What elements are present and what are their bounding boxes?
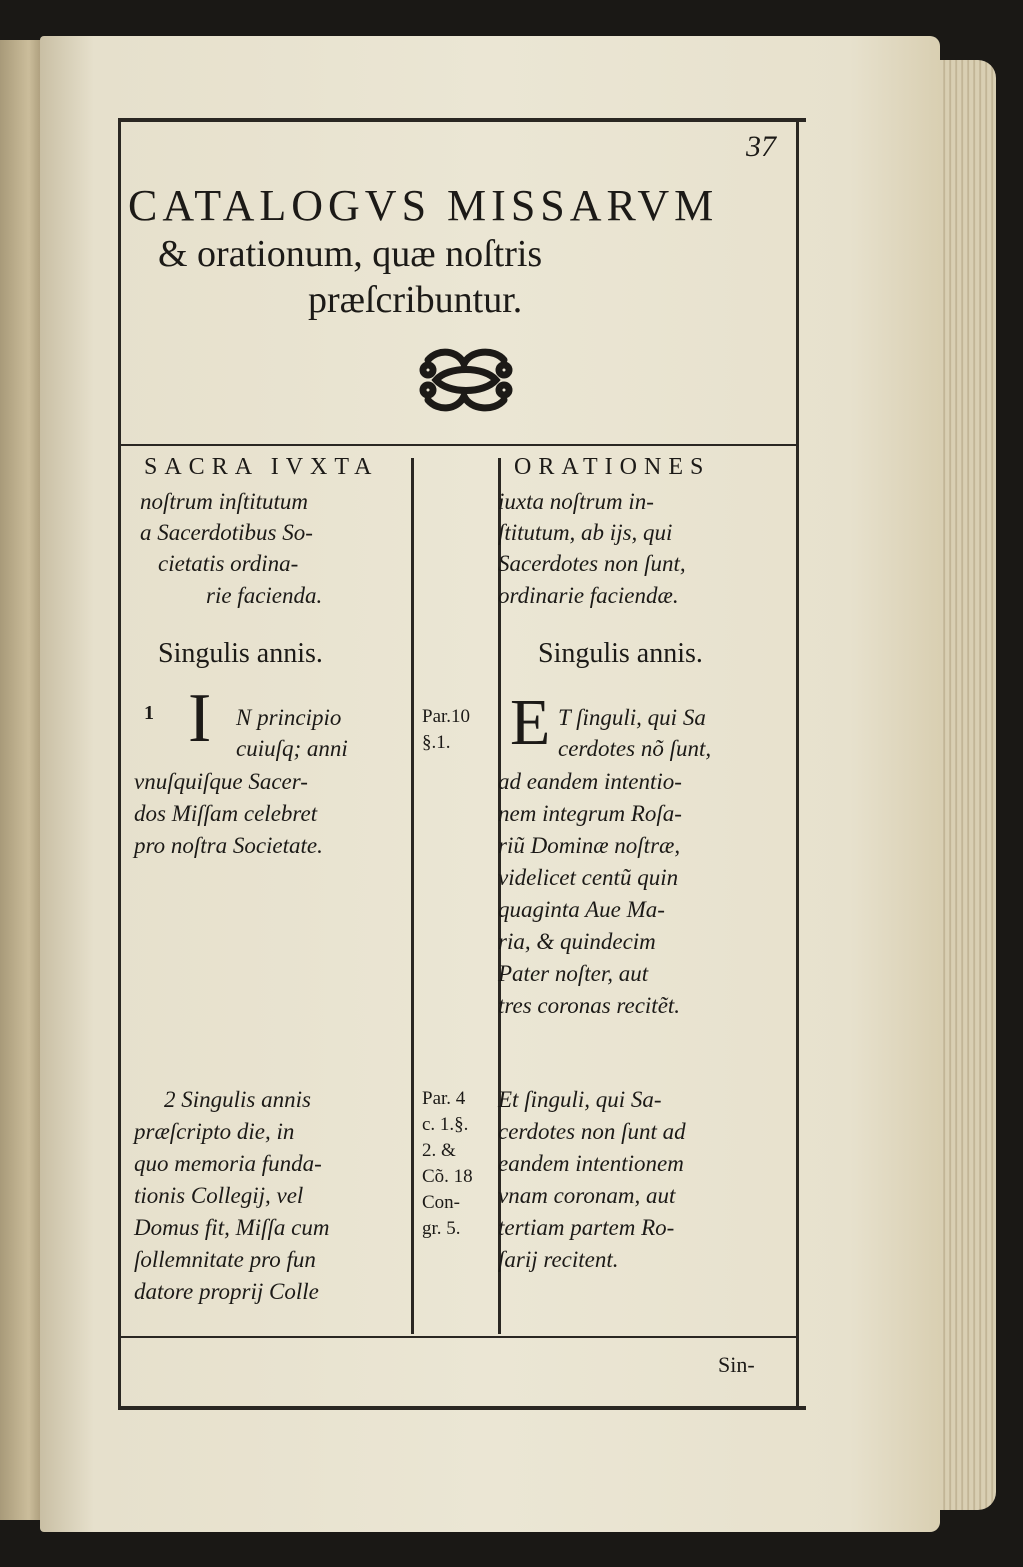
- title-box-bottom-rule: [118, 444, 799, 446]
- catchword: Sin-: [718, 1352, 755, 1377]
- left-item2-line6: ſollemnitate pro fun: [134, 1247, 316, 1272]
- left-col-rule: [411, 458, 414, 1334]
- left-col-subheading-2: a Sacerdotibus So-: [140, 520, 313, 545]
- page-number: 37: [746, 130, 776, 163]
- margin-ref2-line2: c. 1.§.: [422, 1114, 469, 1135]
- right-item2-line2: cerdotes non ſunt ad: [498, 1119, 686, 1144]
- left-item1-initial: I: [188, 680, 212, 757]
- right-col-subheading-1: iuxta noſtrum in-: [498, 489, 654, 514]
- left-item2-line1: 2 Singulis annis: [164, 1087, 311, 1112]
- left-rule: [118, 118, 121, 1410]
- fleuron-ornament-icon: [418, 346, 514, 414]
- left-item2-line5: Domus fit, Miſſa cum: [134, 1215, 330, 1240]
- margin-ref2-line5: Con-: [422, 1192, 460, 1213]
- right-item2-line5: tertiam partem Ro-: [498, 1215, 675, 1240]
- right-col-subheading-2: ſtitutum, ab ijs, qui: [498, 520, 673, 545]
- left-col-subheading-3: cietatis ordina-: [158, 551, 299, 576]
- footer-rule: [118, 1336, 799, 1338]
- right-item1-line10: tres coronas recitẽt.: [498, 993, 681, 1018]
- right-item1-line5: riũ Dominæ noſtræ,: [498, 833, 681, 858]
- right-rule: [796, 118, 799, 1410]
- right-item1-line6: videlicet centũ quin: [498, 865, 679, 890]
- right-col-section: Singulis annis.: [538, 638, 703, 669]
- right-item1-line2: cerdotes nõ ſunt,: [558, 736, 712, 761]
- top-rule: [118, 118, 806, 122]
- right-col-subheading-3: Sacerdotes non ſunt,: [498, 551, 686, 576]
- right-col-subheading-4: ordinarie faciendæ.: [498, 583, 679, 608]
- right-item1-line4: nem integrum Roſa-: [498, 801, 682, 826]
- right-item2-line1: Et ſinguli, qui Sa-: [498, 1087, 662, 1112]
- right-item2-line6: ſarij recitent.: [498, 1247, 619, 1272]
- margin-ref1-line1: Par.10: [422, 706, 471, 727]
- left-item2-line3: quo memoria funda-: [134, 1151, 322, 1176]
- right-item1-line9: Pater noſter, aut: [498, 961, 649, 986]
- right-item1-line1: T ſinguli, qui Sa: [558, 705, 706, 730]
- left-col-heading: SACRA IVXTA: [144, 454, 379, 480]
- right-col-heading: ORATIONES: [514, 454, 711, 480]
- left-item1-line5: pro noſtra Societate.: [134, 833, 323, 858]
- left-item1-line3: vnuſquiſque Sacer-: [134, 769, 308, 794]
- left-item1-line1: N principio: [236, 705, 342, 730]
- page-title-line2: & orationum, quæ noſtris: [158, 233, 543, 275]
- right-item1-line3: ad eandem intentio-: [498, 769, 682, 794]
- left-col-section: Singulis annis.: [158, 638, 323, 669]
- left-col-subheading-4: rie facienda.: [206, 583, 323, 608]
- right-item2-line3: eandem intentionem: [498, 1151, 684, 1176]
- margin-ref2-line1: Par. 4: [422, 1088, 466, 1109]
- left-item1-number: 1: [144, 702, 154, 724]
- right-item1-line8: ria, & quindecim: [498, 929, 656, 954]
- left-item2-line2: præſcripto die, in: [134, 1119, 295, 1144]
- left-item1-line2: cuiuſq; anni: [236, 736, 348, 761]
- margin-ref1-line2: §.1.: [422, 732, 451, 753]
- page-title-line1: CATALOGVS MISSARVM: [128, 181, 719, 230]
- page-title-line3: præſcribuntur.: [308, 279, 523, 321]
- page-frame: [118, 118, 806, 1410]
- right-item1-initial: E: [510, 686, 551, 759]
- left-item2-line7: datore proprij Colle: [134, 1279, 319, 1304]
- bottom-rule: [118, 1406, 806, 1410]
- right-item2-line4: vnam coronam, aut: [498, 1183, 676, 1208]
- right-item1-line7: quaginta Aue Ma-: [498, 897, 665, 922]
- margin-ref2-line3: 2. &: [422, 1140, 456, 1161]
- left-col-subheading-1: noſtrum inſtitutum: [140, 489, 309, 514]
- margin-ref2-line6: gr. 5.: [422, 1218, 461, 1239]
- left-item2-line4: tionis Collegij, vel: [134, 1183, 304, 1208]
- margin-ref2-line4: Cõ. 18: [422, 1166, 473, 1187]
- left-item1-line4: dos Miſſam celebret: [134, 801, 318, 826]
